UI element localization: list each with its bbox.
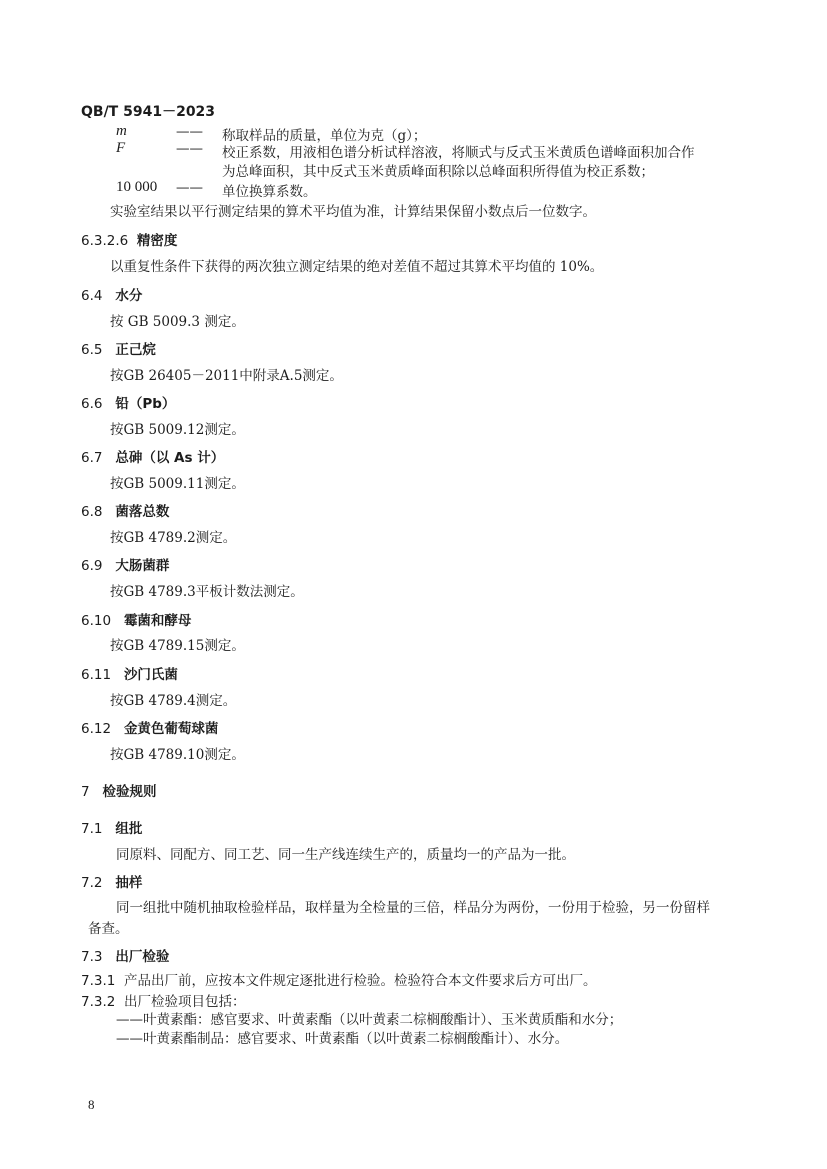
subsection [81, 990, 245, 1010]
variable-symbol-m: m [116, 123, 127, 139]
section-heading [81, 284, 142, 304]
chapter-number: 7 [81, 784, 90, 800]
section-body: 以重复性条件下获得的两次独立测定结果的绝对差值不超过其算术平均值的 10%。 [110, 259, 604, 275]
section-number: 6.9 [81, 558, 103, 574]
page-number: 8 [88, 1097, 95, 1112]
chapter-title: 检验规则 [102, 784, 157, 800]
section-title: 抽样 [115, 875, 143, 891]
section-body: 同原料、同配方、同工艺、同一生产线连续生产的，质量均一的产品为一批。 [116, 847, 575, 863]
section-title: 霉菌和酵母 [123, 613, 192, 629]
subsection-number: 7.3.2 [81, 994, 116, 1010]
section-number: 7.2 [81, 875, 103, 891]
section-body: 按GB 4789.3平板计数法测定。 [110, 584, 304, 600]
section-heading [81, 229, 177, 249]
section-title: 正己烷 [115, 342, 156, 358]
section-number: 6.5 [81, 342, 103, 358]
section-number: 7.1 [81, 821, 103, 837]
section-number: 7.3 [81, 949, 103, 965]
result-note: 实验室结果以平行测定结果的算术平均值为准，计算结果保留小数点后一位数字。 [110, 204, 596, 220]
section-heading [81, 609, 191, 629]
section-number: 6.7 [81, 450, 103, 466]
section-number: 6.12 [81, 721, 112, 737]
variable-symbol-10000: 10 000 [116, 179, 158, 195]
variable-desc-10000: 单位换算系数。 [222, 184, 317, 200]
variable-dash: —— [176, 141, 203, 157]
section-body: 按GB 26405－2011中附录A.5测定。 [110, 368, 343, 384]
subsection-text: 出厂检验项目包括： [123, 994, 246, 1010]
section-body: 按GB 5009.12测定。 [110, 422, 245, 438]
section-body: 按GB 4789.2测定。 [110, 530, 237, 546]
subsection [81, 969, 596, 989]
section-heading [81, 500, 169, 520]
section-heading [81, 945, 169, 965]
section-number: 6.8 [81, 504, 103, 520]
section-title: 金黄色葡萄球菌 [123, 721, 219, 737]
section-body-cont: 备查。 [88, 921, 129, 937]
section-title: 水分 [115, 288, 143, 304]
section-number: 6.3.2.6 [81, 233, 129, 249]
section-heading [81, 663, 178, 683]
section-title: 出厂检验 [115, 949, 170, 965]
section-body: 按GB 4789.4测定。 [110, 693, 237, 709]
section-heading [81, 392, 175, 412]
section-title: 总砷（以 As 计） [115, 450, 225, 466]
variable-dash: —— [176, 180, 203, 196]
section-heading [81, 817, 142, 837]
section-title: 菌落总数 [115, 504, 170, 520]
variable-desc-f-cont: 为总峰面积，其中反式玉米黄质峰面积除以总峰面积所得值为校正系数； [222, 164, 654, 180]
section-body: 按 GB 5009.3 测定。 [110, 314, 245, 330]
chapter-heading [81, 780, 156, 800]
subsection-number: 7.3.1 [81, 973, 116, 989]
variable-symbol-f: F [116, 140, 126, 156]
list-item: ——叶黄素酯制品：感官要求、叶黄素酯（以叶黄素二棕榈酸酯计）、水分。 [116, 1031, 569, 1047]
section-title: 铅（Pb） [115, 396, 176, 412]
section-title: 组批 [115, 821, 143, 837]
section-heading [81, 446, 224, 466]
section-body: 按GB 4789.10测定。 [110, 747, 245, 763]
section-number: 6.4 [81, 288, 103, 304]
list-item: ——叶黄素酯：感官要求、叶黄素酯（以叶黄素二棕榈酸酯计）、玉米黄质酯和水分； [116, 1012, 623, 1028]
variable-desc-f: 校正系数，用液相色谱分析试样溶液，将顺式与反式玉米黄质色谱峰面积加合作 [222, 145, 695, 161]
section-number: 6.6 [81, 396, 103, 412]
section-body: 按GB 5009.11测定。 [110, 476, 245, 492]
section-number: 6.10 [81, 613, 112, 629]
subsection-text: 产品出厂前，应按本文件规定逐批进行检验。检验符合本文件要求后方可出厂。 [123, 973, 597, 989]
variable-desc-m: 称取样品的质量，单位为克（g）； [222, 128, 427, 144]
section-heading [81, 871, 142, 891]
section-title: 大肠菌群 [115, 558, 170, 574]
section-body: 按GB 4789.15测定。 [110, 638, 245, 654]
section-title: 精密度 [136, 233, 178, 249]
section-number: 6.11 [81, 667, 112, 683]
section-heading [81, 338, 156, 358]
variable-dash: —— [176, 124, 203, 140]
document-code: QB/T 5941－2023 [81, 104, 216, 120]
section-heading [81, 554, 169, 574]
section-body: 同一组批中随机抽取检验样品，取样量为全检量的三倍，样品分为两份，一份用于检验，另一份留样 [116, 900, 710, 916]
section-title: 沙门氏菌 [123, 667, 178, 683]
section-heading [81, 717, 218, 737]
